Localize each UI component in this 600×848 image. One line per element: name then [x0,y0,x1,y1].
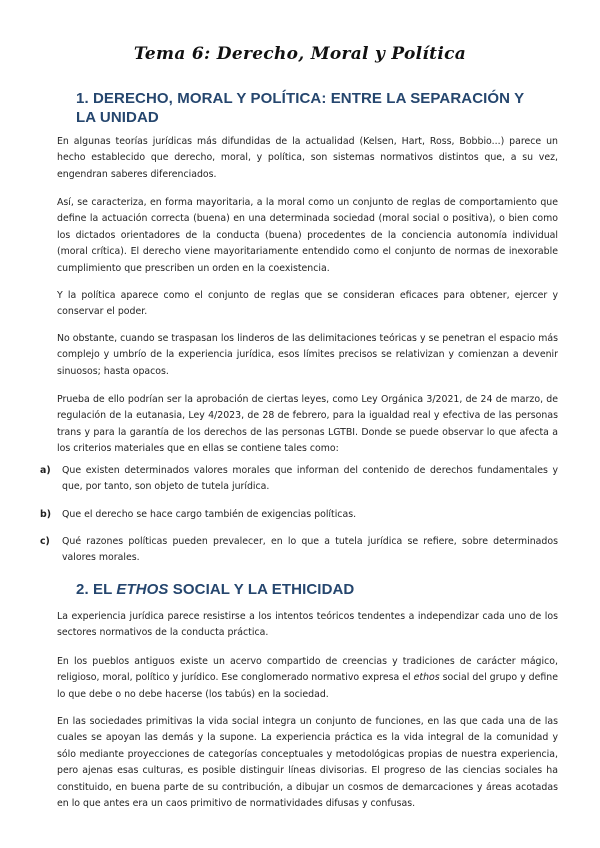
section-2-heading-italic: ETHOS [116,581,169,598]
list-item-text: Que existen determinados valores morales que informan del contenido de derechos fundamentales y que, por tanto, son objeto de tutela jurídica. [62,465,558,493]
section-2-paragraph-3: En las sociedades primitivas la vida social integra un conjunto de funciones, en las que cada una de las cuales se apoyan las demás y la supone. La experiencia práctica es la vida integral de la comunidad y sólo mediante proyecciones de categorías conceptuales y metodológicas propias de nuestra experiencia, pero ajenas esas culturas, es posible distinguir líneas divisorias. El progreso de las ciencias sociales ha constituido, en buena parte de su contribución, a dibujar un cosmos de demarcaciones y áreas acotadas en lo que antes era un caos primitivo de normatividades difusas y confusas. [57,716,558,810]
section-1-paragraph-2: Así, se caracteriza, en forma mayoritaria, a la moral como un conjunto de reglas de comportamiento que define la actuación correcta (buena) en una determinada sociedad (moral social o positiva), o bien como los dictados orientadores de la conducta (buena) procedentes de la conciencia autonomía individual (moral crítica). El derecho viene mayoritariamente entendido como el conjunto de normas de inexorable cumplimiento que prescriben un orden en la coexistencia. [57,197,558,274]
section-1-paragraph-3: Y la política aparece como el conjunto de reglas que se consideran eficaces para obtener, ejercer y conservar el poder. [57,290,558,318]
section-2-paragraph-2-start: En los pueblos antiguos existe un acervo compartido de creencias y tradiciones de carácter mágico, religioso, moral, político y jurídico. Ese conglomerado normativo expresa el [57,656,558,684]
section-1-paragraph-5: Prueba de ello podrían ser la aprobación de ciertas leyes, como Ley Orgánica 3/2021, de 24 de marzo, de regulación de la eutanasia, Ley 4/2023, de 28 de febrero, para la igualdad real y efectiva de las personas trans y para la garantía de los derechos de las personas LGTBI. Donde se puede observar lo que afecta a los criterios materiales que en ellas se contiene tales como: [57,394,558,455]
section-2-paragraph-2-italic: ethos [413,672,440,684]
section-2-heading-suffix: SOCIAL Y LA ETHICIDAD [168,581,355,598]
list-marker: c) [40,536,50,547]
section-1-paragraph-4: No obstante, cuando se traspasan los linderos de las delimitaciones teóricas y se penetran el espacio más complejo y umbrío de la experiencia jurídica, esos límites precisos se relativizan y comienzan a devenir sinuosos; hasta opacos. [57,333,558,377]
section-2-heading-prefix: 2. EL [76,581,117,598]
section-1-paragraph-1: En algunas teorías jurídicas más difundidas de la actualidad (Kelsen, Hart, Ross, Bobbio...) parece un hecho establecido que derecho, moral, y política, son sistemas normativos distintos que, a su vez, engendran saberes diferenciados. [57,136,558,180]
list-item-text: Qué razones políticas pueden prevalecer, en lo que a tutela jurídica se refiere, sobre determinados valores morales. [62,536,558,564]
list-item-text: Que el derecho se hace cargo también de exigencias políticas. [62,509,357,520]
list-marker: a) [40,465,51,476]
section-2-heading [76,580,546,599]
section-2-paragraph-2-end: social del grupo y define lo que debe o no debe hacerse (los tabús) en la sociedad. [57,672,558,700]
section-2-paragraph-1: La experiencia jurídica parece resistirse a los intentos teóricos tendentes a independizar cada uno de los sectores normativos de la conducta práctica. [57,611,558,639]
list-marker: b) [40,509,51,520]
section-2-paragraph-2 [57,654,558,703]
section-1-heading: 1. DERECHO, MORAL Y POLÍTICA: ENTRE LA SEPARACIÓN Y LA UNIDAD [76,90,524,126]
document-title: Tema 6: Derecho, Moral y Política [133,44,467,64]
